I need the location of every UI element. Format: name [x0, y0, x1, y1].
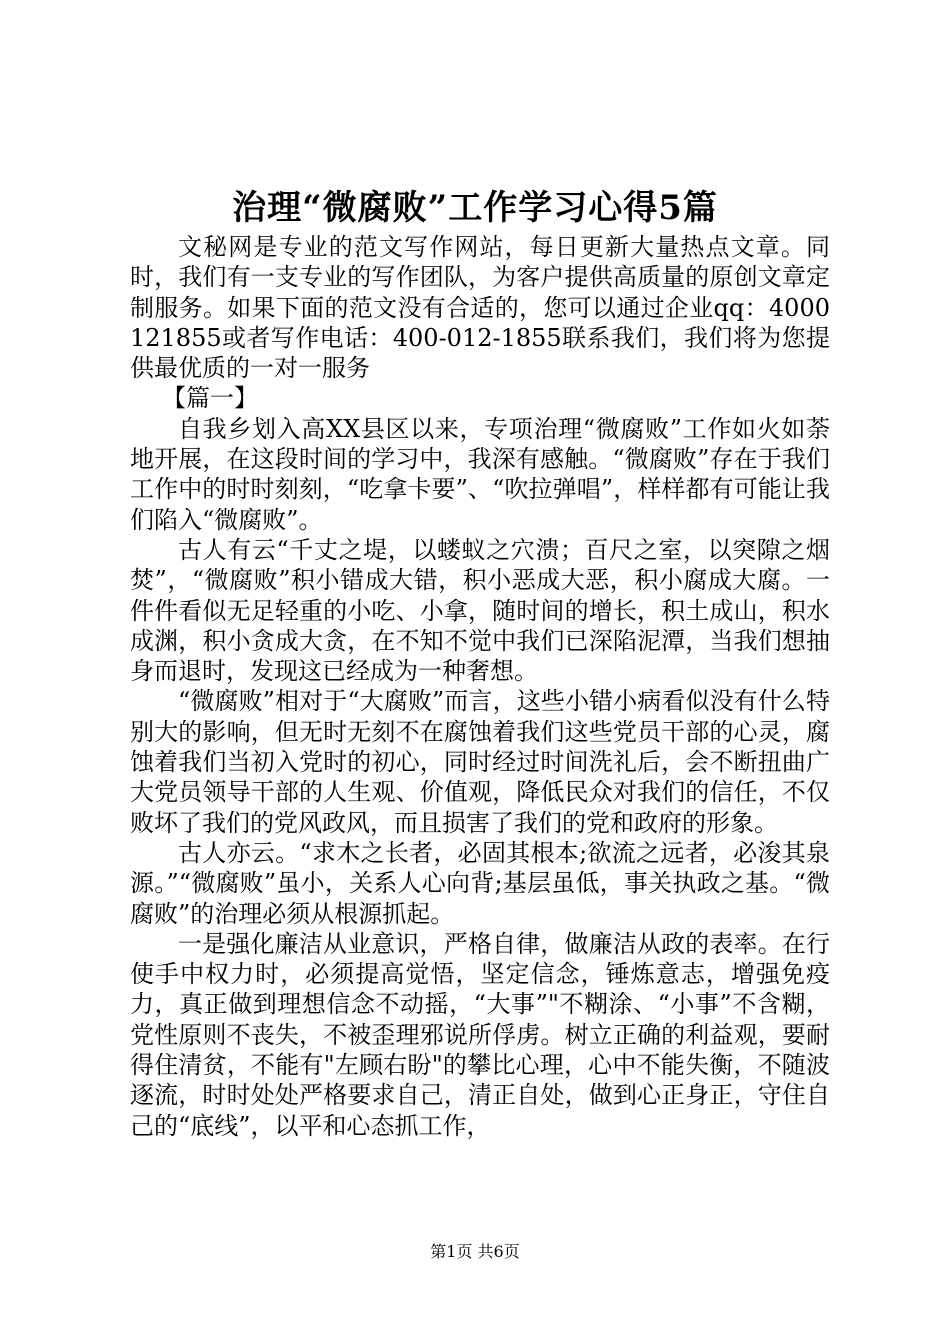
page-number-footer: 第1页 共6页: [430, 1242, 520, 1261]
body-paragraph: 一是强化廉洁从业意识，严格自律，做廉洁从政的表率。在行使手中权力时，必须提高觉悟，坚定信念，锤炼意志，增强免疫力，真正做到理想信念不动摇，“大事”"不糊涂、“小事”不含糊，党性原则不丧失，不被歪理邪说所俘虏。树立正确的利益观，要耐得住清贫，不能有"左顾右盼"的攀比心理，心中不能失衡，不随波逐流，时时处处严格要求自己，清正自处，做到心正身正，守住自己的“底线”，以平和心态抓工作，: [130, 929, 830, 1140]
body-paragraph: “微腐败”相对于“大腐败”而言，这些小错小病看似没有什么特别大的影响，但无时无刻不在腐蚀着我们这些党员干部的心灵，腐蚀着我们当初入党时的初心，同时经过时间洗礼后，会不断扭曲广大党员领导干部的人生观、价值观，降低民众对我们的信任，不仅败坏了我们的党风政风，而且损害了我们的党和政府的形象。: [130, 687, 830, 837]
body-paragraph: 古人亦云。“求木之长者，必固其根本;欲流之远者，必浚其泉源。”“微腐败”虽小，关系人心向背;基层虽低，事关执政之基。“微腐败”的治理必须从根源抓起。: [130, 838, 830, 928]
intro-paragraph: 文秘网是专业的范文写作网站，每日更新大量热点文章。同时，我们有一支专业的写作团队，为客户提供高质量的原创文章定制服务。如果下面的范文没有合适的，您可以通过企业qq：4000121855或者写作电话：400-012-1855联系我们，我们将为您提供最优质的一对一服务: [130, 233, 830, 383]
body-paragraph: 古人有云“千丈之堤，以蝼蚁之穴溃；百尺之室，以突隙之烟焚”，“微腐败”积小错成大错，积小恶成大恶，积小腐成大腐。一件件看似无足轻重的小吃、小拿，随时间的增长，积土成山，积水成渊，积小贪成大贪，在不知不觉中我们已深陷泥潭，当我们想抽身而退时，发现这已经成为一种奢想。: [130, 535, 830, 686]
body-paragraph: 自我乡划入高XX县区以来，专项治理“微腐败”工作如火如荼地开展，在这段时间的学习中，我深有感触。“微腐败”存在于我们工作中的时时刻刻，“吃拿卡要”、“吹拉弹唱”，样样都有可能让我们陷入“微腐败”。: [130, 414, 830, 534]
section-heading: 【篇一】: [162, 384, 258, 413]
document-title: 治理“微腐败”工作学习心得5篇: [232, 188, 718, 228]
document-body: [130, 232, 830, 1141]
